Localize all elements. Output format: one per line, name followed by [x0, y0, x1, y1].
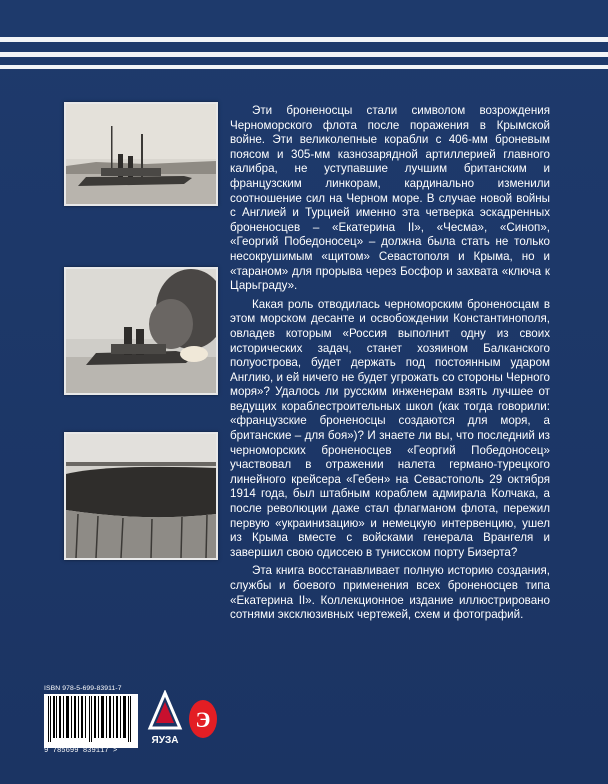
yauza-logo [147, 690, 183, 750]
barcode [44, 694, 138, 748]
decor-stripe [0, 37, 608, 42]
isbn-label: ISBN 978-5-699-83911-7 [44, 685, 122, 692]
svg-text:Э: Э [195, 707, 211, 732]
paragraph: Какая роль отводилась черноморским броненосцам в этом морском десанте и освобождении Константинополя, овладев которым «Россия выполнит одну из своих исторических задач, станет хозяином Балканского полуострова, будет держать под постоянным ударом Англию, и ей ничего не будет угрожать со стороны Черного моря»? Удалось ли русским инженерам взять лучшее от ведущих кораблестроительных школ (как тогда говорили: «французские броненосцы создаются для моря, а британские – для боя»)? И знаете ли вы, что последний из черноморских броненосцев «Георгий Победоносец» участвовал в отражении налета германо-турецкого линейного крейсера «Гебен» на Севастополь 29 октября 1914 года, был штабным кораблем адмирала Колчака, а после революции даже стал флагманом флота, пережил первую «украинизацию» и немецкую интервенцию, ушел из Крыма вместе с войсками генерала Врангеля и завершил свою одиссею в тунисском порту Бизерта? [230, 297, 550, 559]
decor-stripe [0, 65, 608, 69]
eksmo-logo [187, 697, 219, 741]
paragraph: Эти броненосцы стали символом возрождения Черноморского флота после поражения в Крымской войне. Эти великолепные корабли с 406-мм броневым поясом и 305-мм казнозарядной артиллерией главного калибра, не уступавшие лучшим британским и французским линкорам, кардинально изменили соотношение сил на Черном море. В случае новой войны с Англией и Турцией именно эта четверка эскадренных броненосцев – «Екатерина II», «Чесма», «Синоп», «Георгий Победоносец» – должна была стать не только несокрушимым «щитом» Севастополя и Крыма, но и «тараном» для прорыва через Босфор и захвата «ключа к Царьграду». [230, 104, 550, 293]
barcode-number: 9 785699 839117 > [44, 747, 118, 755]
photo-battleship-at-sea [64, 102, 218, 206]
photo-battleship-firing [64, 267, 218, 395]
svg-text:ЯУЗА: ЯУЗА [151, 735, 179, 746]
annotation-text [230, 104, 550, 627]
paragraph: Эта книга восстанавливает полную историю создания, службы и боевого применения всех броненосцев типа «Екатерина II». Коллекционное издание иллюстрировано сотнями эксклюзивных чертежей, схем и фотографий. [230, 564, 550, 622]
photo-hull-on-slipway [64, 432, 218, 560]
decor-stripe [0, 52, 608, 57]
